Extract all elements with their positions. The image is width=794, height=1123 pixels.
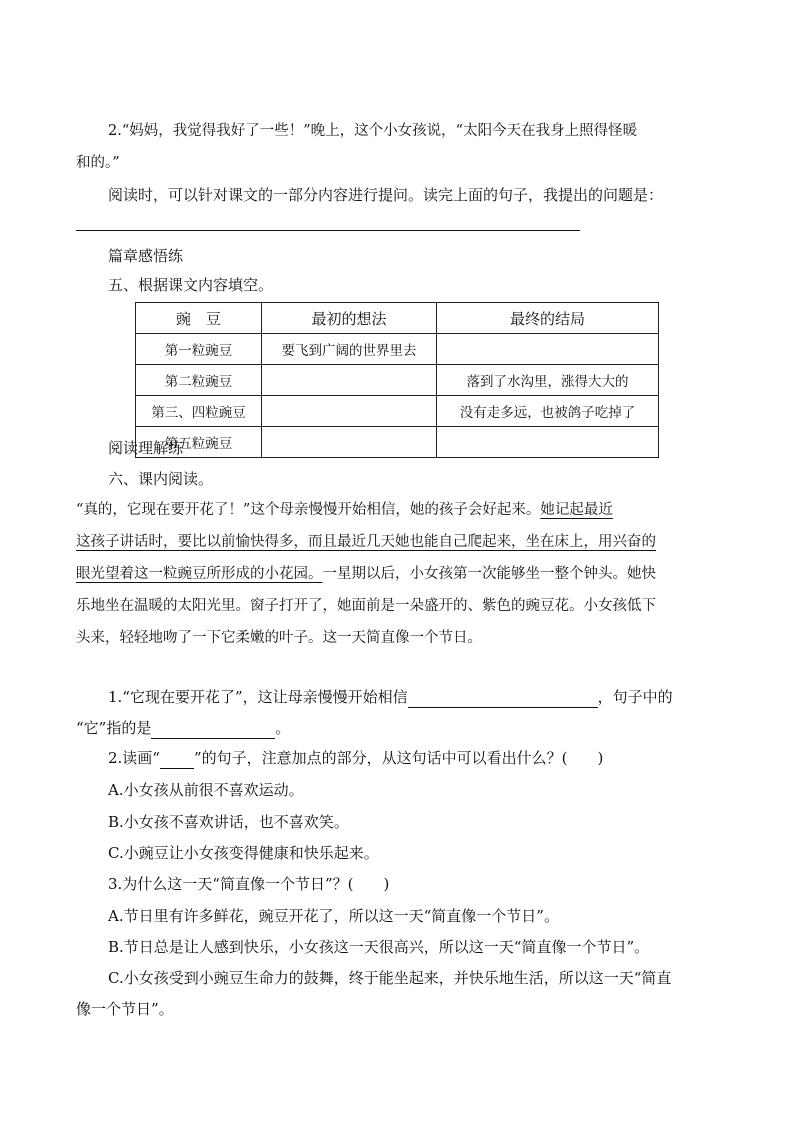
- pea-idea[interactable]: [262, 427, 437, 458]
- section-6-title: 六、课内阅读。: [108, 470, 214, 488]
- pea-idea[interactable]: [262, 396, 437, 427]
- table-row: [136, 427, 659, 458]
- option-a[interactable]: A.小女孩从前很不喜欢运动。: [108, 781, 304, 799]
- pea-ending[interactable]: [437, 334, 659, 365]
- table-row: [136, 365, 659, 396]
- section-yuedu: 阅读理解练: [108, 439, 184, 457]
- passage-line-5: 头来，轻轻地吻了一下它柔嫩的叶子。这一天简直像一个节日。: [76, 630, 482, 646]
- pea-ending[interactable]: [437, 427, 659, 458]
- table-row: [136, 396, 659, 427]
- passage-line-3: [76, 564, 656, 584]
- question-prompt: 阅读时，可以针对课文的一部分内容进行提问。读完上面的句子，我提出的问题是：: [108, 186, 664, 204]
- passage-line-4: 乐地坐在温暖的太阳光里。窗子打开了，她面前是一朵盛开的、紫色的豌豆花。小女孩低下: [76, 598, 656, 614]
- underlined-sentence: 她记起最近: [540, 502, 613, 518]
- pea-name: 第一粒豌豆: [136, 334, 262, 365]
- question-2-stem: 2.读画“ ”的句子，注意加点的部分，从这句话中可以看出什么？( ): [108, 749, 604, 767]
- pea-ending[interactable]: 没有走多远，也被鸽子吃掉了: [437, 396, 659, 427]
- pea-idea[interactable]: 要飞到广阔的世界里去: [262, 334, 437, 365]
- passage-line-2: 这孩子讲话时，要比以前愉快得多，而且最近几天她也能自己爬起来，坐在床上，用兴奋的: [76, 534, 656, 550]
- question-1-line-2: “它”指的是 。: [76, 719, 291, 737]
- question-1-line-1: 1.“它现在要开花了”，这让母亲慢慢开始相信 ，句子中的: [108, 688, 673, 706]
- passage-text: 一星期以后，小女孩第一次能够坐一整个钟头。她快: [322, 566, 656, 582]
- pea-name: 第三、四粒豌豆: [136, 396, 262, 427]
- header-idea: 最初的想法: [262, 303, 437, 334]
- option-b[interactable]: B.小女孩不喜欢讲话，也不喜欢笑。: [108, 813, 349, 831]
- option-b[interactable]: B.节日总是让人感到快乐，小女孩这一天很高兴，所以这一天“简直像一个节日”。: [108, 938, 650, 956]
- section-pianzhang: 篇章感悟练: [108, 247, 184, 265]
- table-header-row: [136, 303, 659, 334]
- table-row: [136, 334, 659, 365]
- option-c[interactable]: C.小豌豆让小女孩变得健康和快乐起来。: [108, 844, 379, 862]
- option-a[interactable]: A.节日里有许多鲜花，豌豆开花了，所以这一天“简直像一个节日”。: [108, 907, 559, 925]
- answer-blank-2[interactable]: [151, 718, 275, 739]
- option-c[interactable]: C.小女孩受到小豌豆生命力的鼓舞，终于能坐起来，并快乐地生活，所以这一天“简直: [108, 969, 672, 987]
- header-pea: 豌 豆: [136, 303, 262, 334]
- passage-text: “真的，它现在要开花了！”这个母亲慢慢开始相信，她的孩子会好起来。: [76, 502, 541, 518]
- answer-line-question[interactable]: [76, 230, 580, 231]
- quote-question-line-2: 和的。”: [76, 155, 120, 171]
- quote-question-line-1: 2.“妈妈，我觉得我好了一些！”晚上，这个小女孩说，“太阳今天在我身上照得怪暖: [108, 123, 638, 139]
- pea-ending[interactable]: 落到了水沟里，涨得大大的: [437, 365, 659, 396]
- pea-idea[interactable]: [262, 365, 437, 396]
- pea-name: 第五粒豌豆: [136, 427, 262, 458]
- pea-table: [135, 302, 659, 458]
- header-ending: 最终的结局: [437, 303, 659, 334]
- section-5-title: 五、根据课文内容填空。: [108, 276, 274, 294]
- pea-name: 第二粒豌豆: [136, 365, 262, 396]
- underlined-sentence: 眼光望着这一粒豌豆所形成的小花园。: [76, 566, 323, 582]
- passage-line-1: [76, 500, 613, 520]
- question-3-stem: 3.为什么这一天“简直像一个节日”？( ): [108, 875, 390, 893]
- underline-sample: [160, 748, 194, 769]
- answer-blank-1[interactable]: [408, 687, 598, 708]
- option-c-continued: 像一个节日”。: [76, 1000, 174, 1018]
